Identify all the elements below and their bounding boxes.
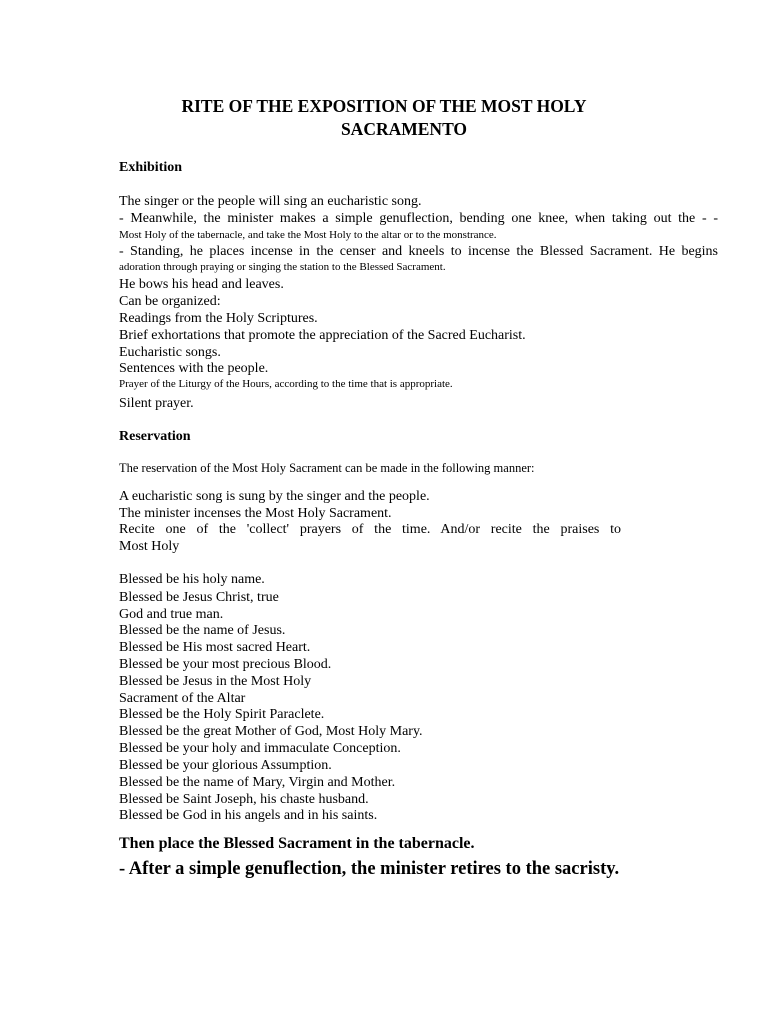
praise-line: Sacrament of the Altar — [119, 691, 246, 706]
document-title — [0, 95, 768, 141]
praise-line: Blessed be your most precious Blood. — [119, 657, 332, 672]
exhibition-line: Brief exhortations that promote the appreciation of the Sacred Eucharist. — [119, 328, 526, 343]
praise-line: Blessed be Jesus in the Most Holy — [119, 674, 312, 689]
reservation-step: A eucharistic song is sung by the singer and the people. — [119, 489, 430, 504]
reservation-intro: The reservation of the Most Holy Sacrament can be made in the following manner: — [119, 461, 535, 475]
closing-line-2: - After a simple genuflection, the minister retires to the sacristy. — [119, 859, 620, 879]
reservation-step: Most Holy — [119, 539, 180, 554]
exhibition-heading: Exhibition — [119, 160, 183, 175]
exhibition-line: He bows his head and leaves. — [119, 277, 284, 292]
exhibition-line: Readings from the Holy Scriptures. — [119, 311, 318, 326]
exhibition-line: The singer or the people will sing an eucharistic song. — [119, 194, 422, 209]
reservation-heading: Reservation — [119, 429, 191, 444]
praise-line: Blessed be His most sacred Heart. — [119, 640, 311, 655]
reservation-step: The minister incenses the Most Holy Sacrament. — [119, 506, 392, 521]
praise-line: Blessed be the name of Jesus. — [119, 623, 286, 638]
praise-line: God and true man. — [119, 607, 224, 622]
reservation-step: Recite one of the 'collect' prayers of the time. And/or recite the praises to — [119, 522, 621, 537]
praise-line: Blessed be your holy and immaculate Conception. — [119, 741, 401, 756]
praise-line: Blessed be Saint Joseph, his chaste husband. — [119, 792, 369, 807]
praise-line: Blessed be your glorious Assumption. — [119, 758, 332, 773]
title-line-1: RITE OF THE EXPOSITION OF THE MOST HOLY — [181, 96, 587, 116]
exhibition-line: Eucharistic songs. — [119, 345, 221, 360]
praise-line: Blessed be the Holy Spirit Paraclete. — [119, 707, 325, 722]
title-line-2: SACRAMENTO — [340, 119, 468, 139]
praise-line: Blessed be his holy name. — [119, 572, 265, 587]
praise-line: Blessed be Jesus Christ, true — [119, 590, 279, 605]
praise-line: Blessed be God in his angels and in his saints. — [119, 808, 378, 823]
exhibition-line: - Standing, he places incense in the censer and kneels to incense the Blessed Sacrament. He begins — [119, 244, 718, 259]
exhibition-line: Can be organized: — [119, 294, 221, 309]
exhibition-line: adoration through praying or singing the station to the Blessed Sacrament. — [119, 261, 446, 273]
praise-line: Blessed be the great Mother of God, Most Holy Mary. — [119, 724, 423, 739]
exhibition-line: - Meanwhile, the minister makes a simple genuflection, bending one knee, when taking out the - - — [119, 211, 718, 226]
exhibition-line: Most Holy of the tabernacle, and take the Most Holy to the altar or to the monstrance. — [119, 229, 497, 241]
exhibition-line: Sentences with the people. — [119, 361, 269, 376]
praise-line: Blessed be the name of Mary, Virgin and Mother. — [119, 775, 396, 790]
exhibition-line: Silent prayer. — [119, 396, 194, 411]
exhibition-line: Prayer of the Liturgy of the Hours, according to the time that is appropriate. — [119, 378, 453, 390]
closing-line-1: Then place the Blessed Sacrament in the tabernacle. — [119, 835, 475, 852]
